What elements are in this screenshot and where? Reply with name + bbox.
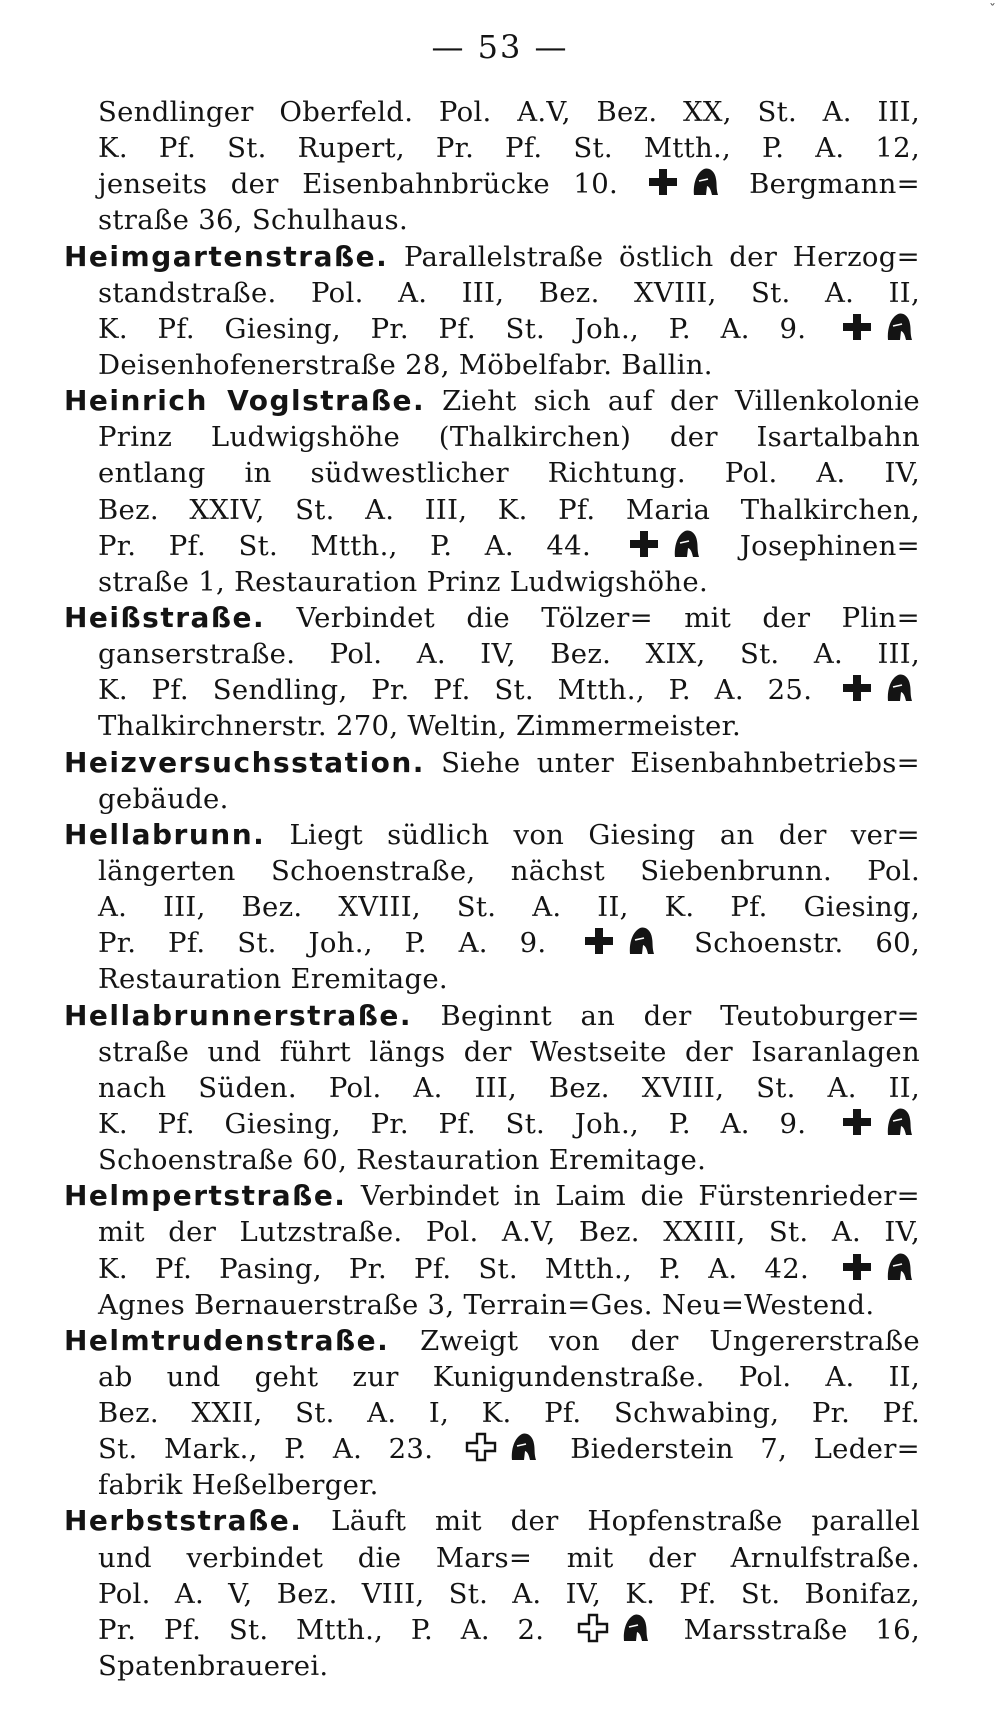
line-text: standstraße. Pol. A. III, Bez. XVIII, St. A. II, (98, 276, 920, 309)
text-line (98, 455, 920, 491)
entry-headword: Hellabrunnerstraße. (64, 998, 412, 1032)
text-line (64, 998, 920, 1034)
line-text: nach Süden. Pol. A. III, Bez. XVIII, St. A. II, (98, 1071, 920, 1104)
red-cross-filled-icon (840, 312, 874, 342)
text-line (98, 1142, 920, 1178)
text-line (64, 239, 920, 275)
line-text: K. Pf. Giesing, Pr. Pf. St. Joh., P. A. 9. (98, 312, 807, 345)
line-text: fabrik Heßelberger. (98, 1469, 379, 1502)
line-text: ab und geht zur Kunigundenstraße. Pol. A. II, (98, 1360, 920, 1393)
text-line (64, 817, 920, 853)
line-text: Läuft mit der Hopfenstraße parallel (331, 1505, 920, 1538)
line-text: Verbindet die Tölzer= mit der Plin= (296, 601, 920, 634)
entry-heimgartenstrasse (64, 239, 920, 384)
line-text: entlang in südwestlicher Richtung. Pol. A. IV, (98, 457, 920, 490)
text-line (98, 708, 920, 744)
fire-helmet-icon (882, 673, 916, 703)
fire-helmet-icon (882, 312, 916, 342)
line-text: Prinz Ludwigshöhe (Thalkirchen) der Isartalbahn (98, 421, 920, 454)
entry-headword: Heimgartenstraße. (64, 239, 389, 273)
line-text: Agnes Bernauerstraße 3, Terrain=Ges. Neu=Westend. (98, 1288, 875, 1321)
line-text: straße 1, Restauration Prinz Ludwigshöhe. (98, 565, 709, 598)
text-line (98, 1214, 920, 1250)
text-line (98, 1034, 920, 1070)
line-tail-text: Bergmann= (749, 168, 921, 201)
text-line (98, 202, 920, 238)
fire-helmet-icon (506, 1432, 540, 1462)
entry-heinrich-voglstrasse (64, 383, 920, 600)
text-line (98, 1648, 920, 1684)
entry-hellabrunnerstrasse (64, 998, 920, 1179)
line-text: jenseits der Eisenbahnbrücke 10. (98, 168, 619, 201)
text-line (98, 528, 920, 564)
text-line (98, 1070, 920, 1106)
line-text: K. Pf. Giesing, Pr. Pf. St. Joh., P. A. 9. (98, 1107, 807, 1140)
red-cross-filled-icon (840, 673, 874, 703)
line-text: Pr. Pf. St. Joh., P. A. 9. (98, 927, 547, 960)
text-line (98, 311, 920, 347)
line-text: Schoenstraße 60, Restauration Eremitage. (98, 1144, 707, 1177)
text-line (98, 347, 920, 383)
line-text: Siehe unter Eisenbahnbetriebs= (441, 746, 920, 779)
line-text: längerten Schoenstraße, nächst Siebenbrunn. Pol. (98, 854, 920, 887)
text-line (98, 1251, 920, 1287)
line-text: Pr. Pf. St. Mtth., P. A. 2. (98, 1613, 545, 1646)
line-text: Zieht sich auf der Villenkolonie (442, 385, 920, 418)
text-line (98, 889, 920, 925)
text-line (98, 1540, 920, 1576)
line-text: K. Pf. St. Rupert, Pr. Pf. St. Mtth., P. A. 12, (98, 132, 920, 165)
text-line (98, 1431, 920, 1467)
line-text: straße 36, Schulhaus. (98, 204, 408, 237)
entry-helmtrudenstrasse (64, 1323, 921, 1504)
text-line (98, 1612, 920, 1648)
red-cross-filled-icon (840, 1252, 874, 1282)
line-text: Liegt südlich von Giesing an der ver= (289, 818, 920, 851)
entry-headword: Helmpertstraße. (64, 1179, 347, 1213)
red-cross-outline-icon (576, 1613, 610, 1643)
line-text: Verbindet in Laim die Fürstenrieder= (360, 1180, 920, 1213)
entry-helmpertstrasse (64, 1178, 920, 1323)
corner-mark: ˇ (989, 2, 996, 18)
line-text: gebäude. (98, 782, 229, 815)
fire-helmet-icon (688, 167, 722, 197)
text-line (98, 130, 920, 166)
fire-helmet-icon (669, 529, 703, 559)
line-text: Parallelstraße östlich der Herzog= (403, 240, 920, 273)
text-line (98, 636, 920, 672)
directory-text-column (64, 94, 921, 1684)
line-text: St. Mark., P. A. 23. (98, 1433, 434, 1466)
text-line (98, 419, 920, 455)
entry-heissstrasse (64, 600, 920, 745)
line-text: K. Pf. Sendling, Pr. Pf. St. Mtth., P. A. 25. (98, 674, 813, 707)
text-line (98, 961, 920, 997)
red-cross-outline-icon (464, 1432, 498, 1462)
line-text: Restauration Eremitage. (98, 963, 448, 996)
text-line (98, 1395, 920, 1431)
entry-headword: Heinrich Voglstraße. (64, 384, 426, 418)
fire-helmet-icon (624, 926, 658, 956)
text-line (98, 564, 920, 600)
line-text: und verbindet die Mars= mit der Arnulfstraße. (98, 1541, 920, 1574)
text-line (64, 1503, 920, 1539)
text-line (98, 1467, 920, 1503)
text-line (98, 166, 920, 202)
line-text: Sendlinger Oberfeld. Pol. A.V, Bez. XX, St. A. III, (98, 96, 920, 128)
line-text: Zweigt von der Ungererstraße (420, 1324, 920, 1357)
text-line (98, 781, 920, 817)
line-text: ganserstraße. Pol. A. IV, Bez. XIX, St. A. III, (98, 638, 920, 671)
text-line (64, 600, 920, 636)
text-line (98, 1106, 920, 1142)
text-line (98, 275, 920, 311)
line-text: Pr. Pf. St. Mtth., P. A. 44. (98, 529, 592, 562)
text-line (98, 853, 920, 889)
text-line (64, 383, 920, 419)
red-cross-filled-icon (582, 926, 616, 956)
red-cross-filled-icon (627, 529, 661, 559)
text-line (98, 1359, 920, 1395)
text-line (98, 1287, 920, 1323)
entry-headword: Herbststraße. (64, 1504, 303, 1538)
line-text: Bez. XXII, St. A. I, K. Pf. Schwabing, Pr. Pf. (98, 1397, 920, 1430)
fire-helmet-icon (882, 1107, 916, 1137)
entry-headword: Heißstraße. (64, 600, 266, 634)
text-line (98, 94, 920, 130)
text-line (98, 492, 920, 528)
line-tail-text: Josephinen= (739, 529, 920, 562)
text-line (98, 925, 920, 961)
entry-headword: Helmtrudenstraße. (64, 1323, 390, 1357)
line-tail-text: Biederstein 7, Leder= (570, 1433, 921, 1466)
red-cross-filled-icon (840, 1107, 874, 1137)
line-text: Thalkirchnerstr. 270, Weltin, Zimmermeister. (98, 710, 742, 743)
text-line (98, 1576, 920, 1612)
text-line (64, 745, 920, 781)
line-text: A. III, Bez. XVIII, St. A. II, K. Pf. Giesing, (98, 891, 920, 924)
fire-helmet-icon (882, 1252, 916, 1282)
entry-herbststrasse (64, 1503, 920, 1684)
page-number: — 53 — (431, 28, 569, 66)
line-text: Beginnt an der Teutoburger= (440, 999, 920, 1032)
line-text: Spatenbrauerei. (98, 1650, 329, 1683)
entry-sendlinger-oberfeld-cont (98, 94, 920, 239)
fire-helmet-icon (618, 1613, 652, 1643)
entry-headword: Hellabrunn. (64, 817, 266, 851)
line-text: mit der Lutzstraße. Pol. A.V, Bez. XXIII, St. A. IV, (98, 1216, 920, 1249)
line-text: Bez. XXIV, St. A. III, K. Pf. Maria Thalkirchen, (98, 493, 920, 526)
line-text: K. Pf. Pasing, Pr. Pf. St. Mtth., P. A. 42. (98, 1252, 810, 1285)
red-cross-filled-icon (646, 167, 680, 197)
text-line (64, 1323, 920, 1359)
entry-heizversuchsstation (64, 745, 920, 817)
line-text: Pol. A. V, Bez. VIII, St. A. IV, K. Pf. St. Bonifaz, (98, 1577, 920, 1610)
line-tail-text: Marsstraße 16, (683, 1613, 920, 1646)
entry-headword: Heizversuchsstation. (64, 745, 425, 779)
line-text: straße und führt längs der Westseite der Isaranlagen (98, 1035, 920, 1068)
line-text: Deisenhofenerstraße 28, Möbelfabr. Ballin. (98, 348, 713, 381)
text-line (98, 672, 920, 708)
text-line (64, 1178, 920, 1214)
line-tail-text: Schoenstr. 60, (694, 927, 921, 960)
entry-hellabrunn (64, 817, 921, 998)
